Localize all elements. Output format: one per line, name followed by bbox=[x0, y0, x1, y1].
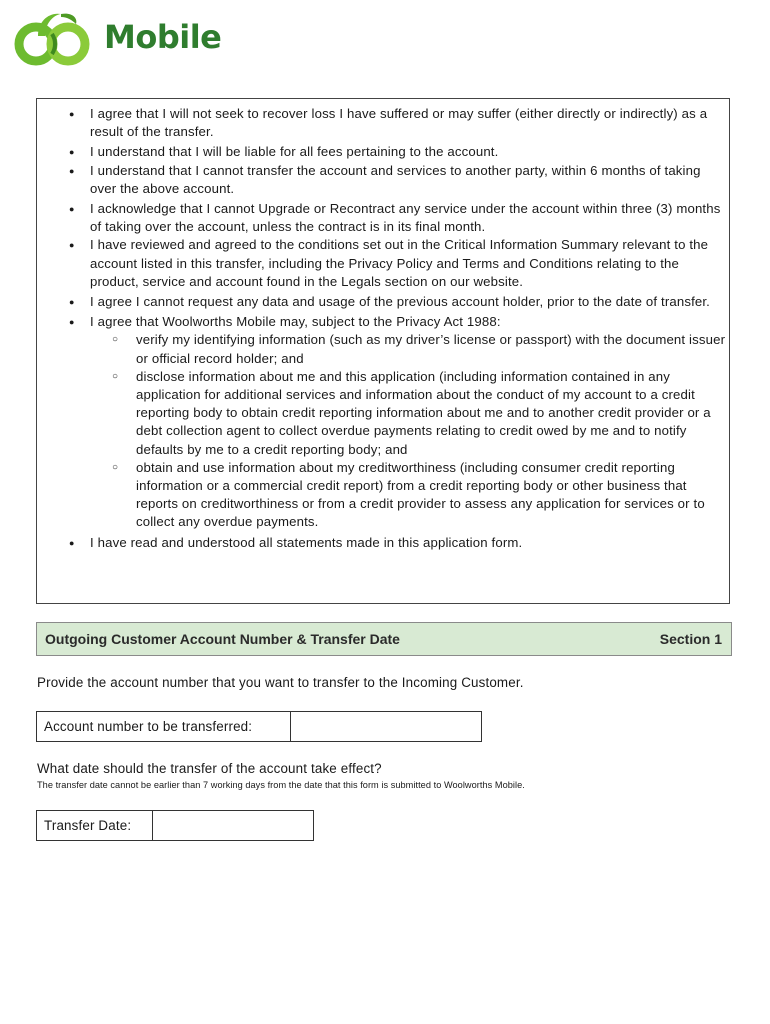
transfer-date-note: The transfer date cannot be earlier than 7 working days from the date that this form is submitted to Woolworths Mobile. bbox=[37, 780, 525, 790]
transfer-date-field bbox=[36, 810, 314, 841]
term-item bbox=[37, 200, 729, 236]
woolworths-logo-icon bbox=[12, 6, 98, 68]
term-text: I agree I cannot request any data and usage of the previous account holder, prior to the date of transfer. bbox=[90, 294, 710, 310]
term-text: I agree that I will not seek to recover loss I have suffered or may suffer (either directly or indirectly) as a result of the transfer. bbox=[90, 106, 708, 140]
account-number-field bbox=[36, 711, 482, 742]
term-subitem-text: obtain and use information about my creditworthiness (including consumer credit reporting information or a commercial credit report) from a credit reporting body or other business that reports on creditworthiness or from a credit provider to assess any application for services or to collect any overdue payments. bbox=[136, 459, 705, 530]
term-text: I understand that I will be liable for all fees pertaining to the account. bbox=[90, 144, 499, 160]
transfer-date-label: Transfer Date: bbox=[37, 811, 153, 840]
transfer-date-prompt: What date should the transfer of the account take effect? bbox=[37, 761, 382, 776]
transfer-date-input[interactable] bbox=[153, 811, 313, 840]
terms-box bbox=[36, 98, 730, 604]
account-number-label: Account number to be transferred: bbox=[37, 712, 291, 741]
term-text: I agree that Woolworths Mobile may, subject to the Privacy Act 1988: bbox=[90, 314, 501, 330]
term-item bbox=[37, 236, 729, 291]
section-header bbox=[36, 622, 732, 656]
term-item bbox=[37, 293, 729, 311]
term-text: I understand that I cannot transfer the account and services to another party, within 6 months of taking over the above account. bbox=[90, 162, 701, 196]
term-subitem-text: verify my identifying information (such as my driver’s license or passport) with the document issuer or official record holder; and bbox=[136, 332, 726, 366]
term-text: I have reviewed and agreed to the conditions set out in the Critical Information Summary relevant to the account listed in this transfer, including the Privacy Policy and Terms and Conditions relating to the product, service and account found in the Legals section on our website. bbox=[90, 237, 709, 289]
account-number-input[interactable] bbox=[291, 712, 481, 741]
term-subitem bbox=[90, 368, 727, 459]
brand-name: Mobile bbox=[104, 18, 222, 56]
term-item bbox=[37, 105, 729, 141]
term-item bbox=[37, 162, 729, 198]
terms-list bbox=[37, 99, 729, 552]
term-item bbox=[37, 534, 729, 552]
term-subitem bbox=[90, 459, 727, 532]
term-text: I acknowledge that I cannot Upgrade or Recontract any service under the account within three (3) months of taking over the account, unless the contract is in its final month. bbox=[90, 201, 721, 235]
term-subitem-text: disclose information about me and this application (including information contained in any application for additional services and information about the conduct of my account to a credit reporting body to obtain credit reporting information about me and to another credit provider or a debt collection agent to collect overdue payments relating to credit owed by me and to notify defaults by me to a credit reporting body; and bbox=[136, 368, 711, 457]
term-subitem bbox=[90, 331, 727, 367]
term-item bbox=[37, 143, 729, 161]
section-title: Outgoing Customer Account Number & Transfer Date bbox=[45, 631, 400, 647]
account-prompt: Provide the account number that you want to transfer to the Incoming Customer. bbox=[37, 675, 524, 690]
section-label: Section 1 bbox=[659, 631, 722, 647]
term-sublist bbox=[90, 331, 727, 531]
term-text: I have read and understood all statements made in this application form. bbox=[90, 534, 523, 550]
header-logo bbox=[12, 6, 221, 68]
term-item bbox=[37, 313, 729, 531]
